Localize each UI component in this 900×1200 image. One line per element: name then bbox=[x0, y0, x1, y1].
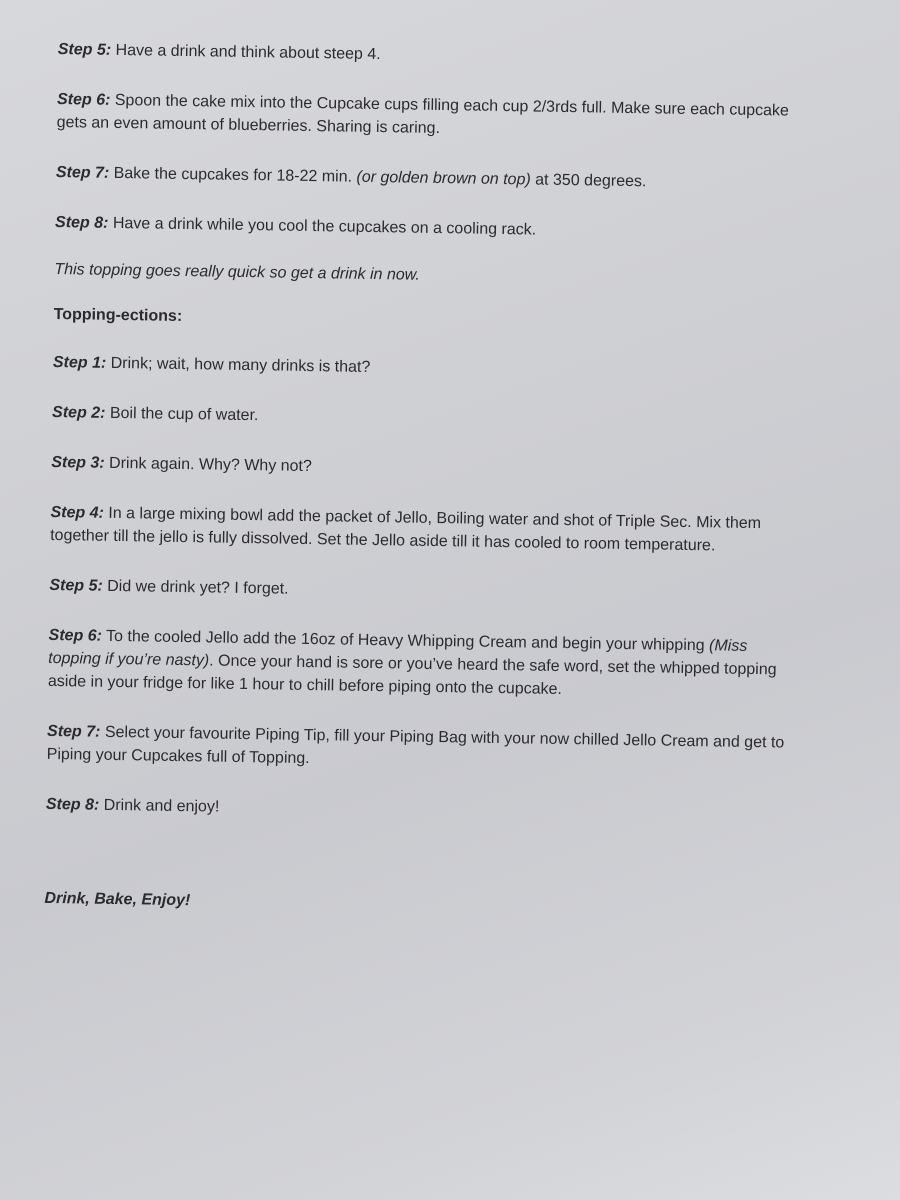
step-text: Boil the cup of water. bbox=[105, 404, 259, 425]
step-text: . Once your hand is sore or you’ve heard the safe word, set the whipped topping aside in your fridge for like 1 hour to chill before piping onto the cupcake. bbox=[47, 652, 777, 698]
step-label: Step 7: bbox=[46, 722, 101, 741]
step-text: In a large mixing bowl add the packet of Jello, Boiling water and shot of Triple Sec. Mix them together till the jello is fully dissolved. Set the Jello aside till it has cooled to room temperature. bbox=[50, 504, 762, 555]
topping-step-5 bbox=[49, 574, 789, 609]
topping-step-6 bbox=[48, 624, 789, 705]
step-label: Step 8: bbox=[54, 213, 109, 232]
step-label: Step 1: bbox=[52, 353, 107, 372]
baking-step-6 bbox=[56, 88, 797, 146]
topping-heading: Topping-ections: bbox=[53, 305, 183, 325]
topping-step-2 bbox=[52, 401, 792, 436]
topping-step-4 bbox=[50, 501, 791, 559]
baking-step-7 bbox=[56, 161, 796, 196]
topping-step-7 bbox=[47, 720, 788, 778]
step-text: To the cooled Jello add the 16oz of Heavy Whipping Cream and begin your whipping bbox=[101, 627, 710, 655]
step-text: Bake the cupcakes for 18-22 min. bbox=[109, 164, 357, 186]
step-label: Step 8: bbox=[45, 795, 100, 814]
step-text: Have a drink while you cool the cupcakes on a cooling rack. bbox=[108, 214, 537, 239]
step-text: Drink and enjoy! bbox=[99, 796, 220, 816]
step-label: Step 3: bbox=[51, 453, 105, 472]
step-text: Did we drink yet? I forget. bbox=[102, 577, 289, 598]
baking-step-5 bbox=[58, 38, 798, 73]
signoff: Drink, Bake, Enjoy! bbox=[44, 889, 191, 910]
step-label: Step 5: bbox=[57, 40, 112, 59]
recipe-sheet bbox=[44, 38, 798, 936]
step-label: Step 2: bbox=[51, 403, 106, 422]
step-text: Have a drink and think about steep 4. bbox=[111, 41, 381, 64]
step-label: Step 5: bbox=[49, 576, 103, 595]
step-text: at 350 degrees. bbox=[530, 171, 647, 191]
topping-step-8 bbox=[46, 793, 786, 828]
step-label: Step 7: bbox=[55, 163, 110, 182]
step-label: Step 6: bbox=[48, 626, 103, 645]
step-text: Drink; wait, how many drinks is that? bbox=[106, 354, 371, 376]
step-text-italic: (or golden brown on top) bbox=[356, 168, 531, 189]
step-text: Drink again. Why? Why not? bbox=[104, 454, 312, 476]
topping-step-1 bbox=[53, 351, 793, 386]
step-text: Select your favourite Piping Tip, fill your Piping Bag with your now chilled Jello Cream and get to Piping your Cupcakes full of Topping. bbox=[46, 723, 785, 768]
baking-step-8 bbox=[55, 211, 795, 246]
step-text: Spoon the cake mix into the Cupcake cups filling each cup 2/3rds full. Make sure each cupcake gets an even amount of blueberries. Sharing is caring. bbox=[56, 91, 790, 138]
topping-step-3 bbox=[51, 451, 791, 486]
step-label: Step 6: bbox=[56, 90, 111, 109]
topping-note: This topping goes really quick so get a drink in now. bbox=[54, 260, 420, 284]
step-text-italic: (Miss topping if you’re nasty) bbox=[48, 637, 748, 670]
step-label: Step 4: bbox=[50, 503, 105, 522]
